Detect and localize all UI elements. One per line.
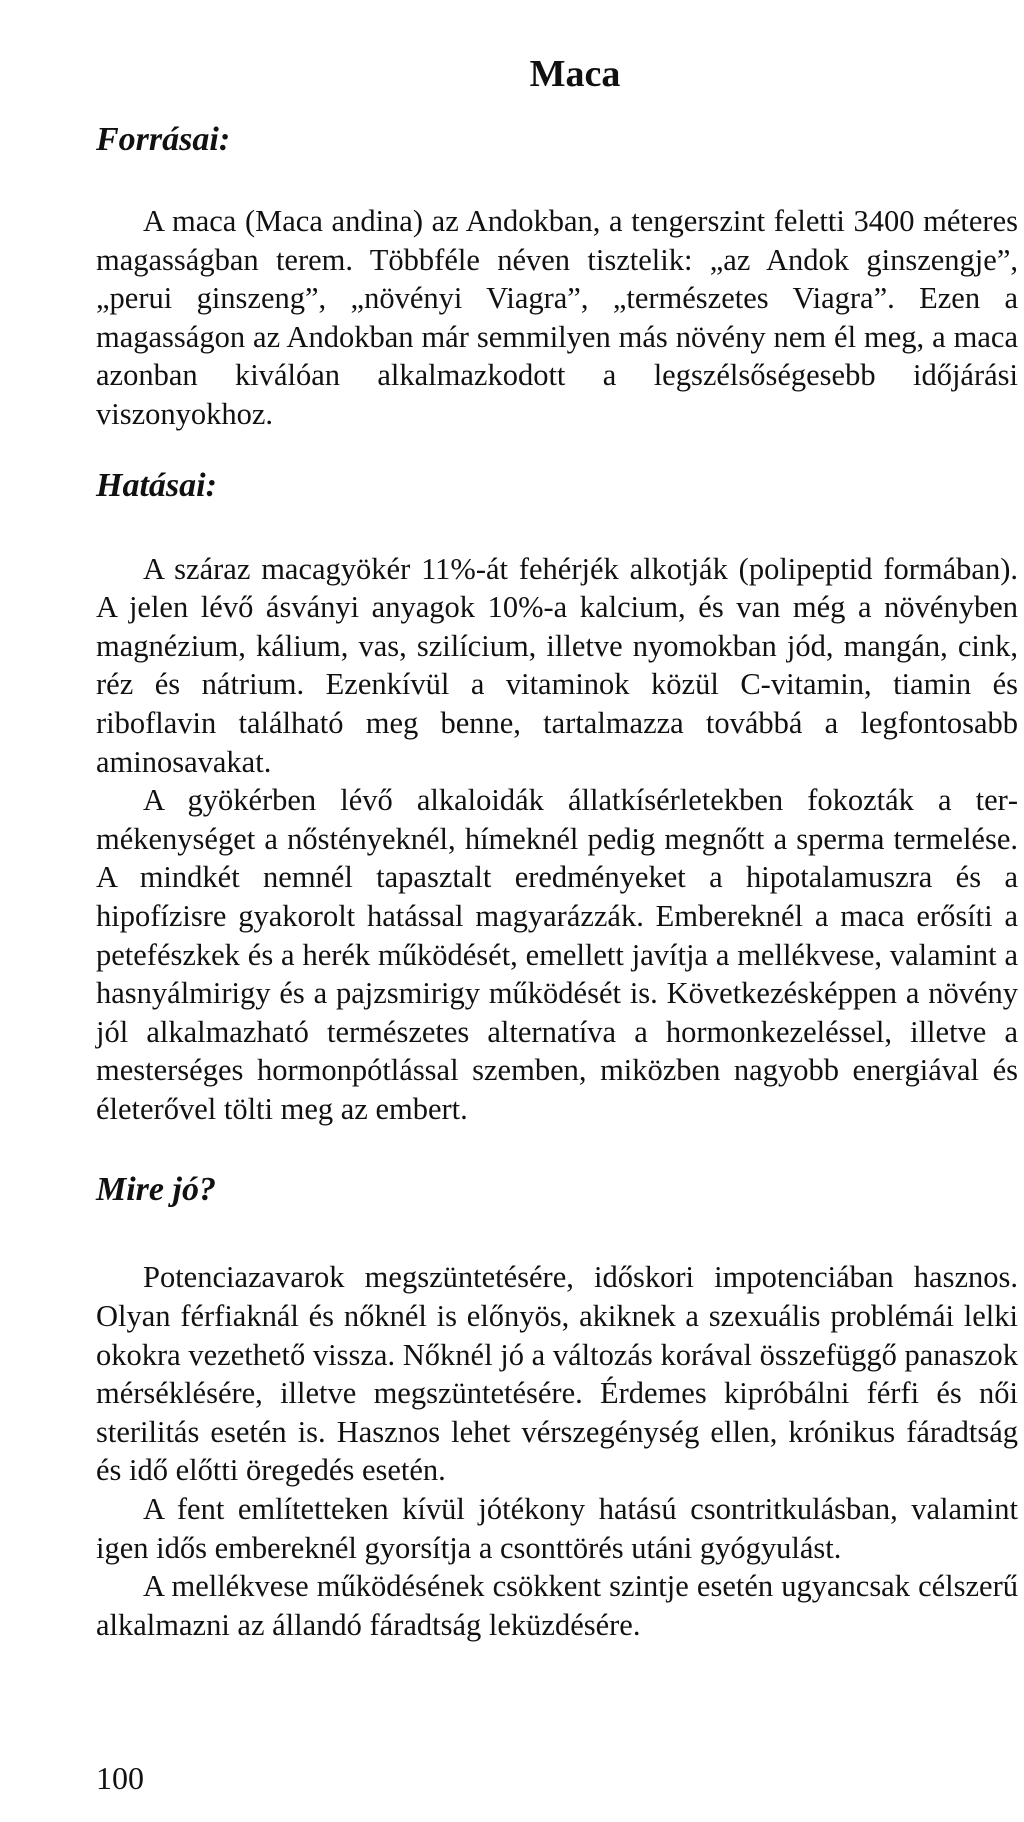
section-heading-hatasai: Hatásai: <box>96 466 217 504</box>
page-number: 100 <box>96 1760 144 1796</box>
section-heading-forrasai: Forrásai: <box>96 121 231 158</box>
section-heading-mire-jo: Mire jó? <box>96 1171 216 1209</box>
section-forrasai <box>96 118 1018 434</box>
paragraph: A mellékvese működésének csökkent szintje esetén ugyancsak célszerű alkalmazni az állandó fáradtság leküzdésére. <box>96 1569 1018 1642</box>
paragraph: Potenciazavarok megszüntetésére, időskori impotenciában hasznos. Olyan férfiaknál és nőknél is előnyös, akiknek a szexuális problémái lelki okokra vezethető vissza. Nőknél jó a változás korával összefüggő panaszok mérséklésére, illetve megszüntetésére. Érdemes kipróbálni férfi és női sterilitás esetén is. Hasznos lehet vérszegénység ellen, krónikus fáradtság és idő előtti öregedés esetén. <box>96 1260 1018 1488</box>
paragraph: A fent említetteken kívül jótékony hatású csontritkulásban, valamint igen idős embereknél gyorsítja a csonttörés utáni gyógyulást. <box>96 1492 1018 1565</box>
page-content <box>96 48 1018 1644</box>
paragraph: A száraz macagyökér 11%-át fehérjék alkotják (polipeptid formában). A jelen lévő ásványi anyagok 10%-a kalcium, és van még a növényben magnézium, kálium, vas, szilícium, illetve nyomokban jód, mangán, cink, réz és nátrium. Ezenkívül a vitaminok közül C-vitamin, tiamin és riboflavin található meg benne, tartalmazza továbbá a legfontosabb aminosavakat. <box>96 551 1018 779</box>
section-hatasai <box>96 464 1018 1129</box>
paragraph: A maca (Maca andina) az Andokban, a tengerszint feletti 3400 méteres magasságban terem. Többféle néven tisztelik: „az Andok ginszengje”, „perui ginszeng”, „növényi Viagra”, „természetes Viagra”. Ezen a magasságon az Andokban már semmilyen más növény nem él meg, a maca azonban kiválóan alkalmazkodott a legszélsőségesebb időjárási viszonyokhoz. <box>96 204 1018 431</box>
paragraph: A gyökérben lévő alkaloidák állatkísérletekben fokozták a termékenységet a nőstényeknél, hímeknél pedig megnőtt a sperma termelése. A mindkét nemnél tapasztalt eredményeket a hipotalamuszra és a hipofízisre gyakorolt hatással magyarázzák. Embereknél a maca erősíti a petefészkek és a herék működését, emellett javítja a mellékvese, valamint a hasnyálmirigy és a pajzsmirigy működését is. Következésképpen a növény jól alkalmazható természetes alternatíva a hormonkezeléssel, illetve a mesterséges hormonpótlással szemben, miközben nagyobb energiával és életerővel tölti meg az embert. <box>96 783 1018 1126</box>
section-mire-jo <box>96 1168 1018 1644</box>
page-title: Maca <box>529 53 621 95</box>
